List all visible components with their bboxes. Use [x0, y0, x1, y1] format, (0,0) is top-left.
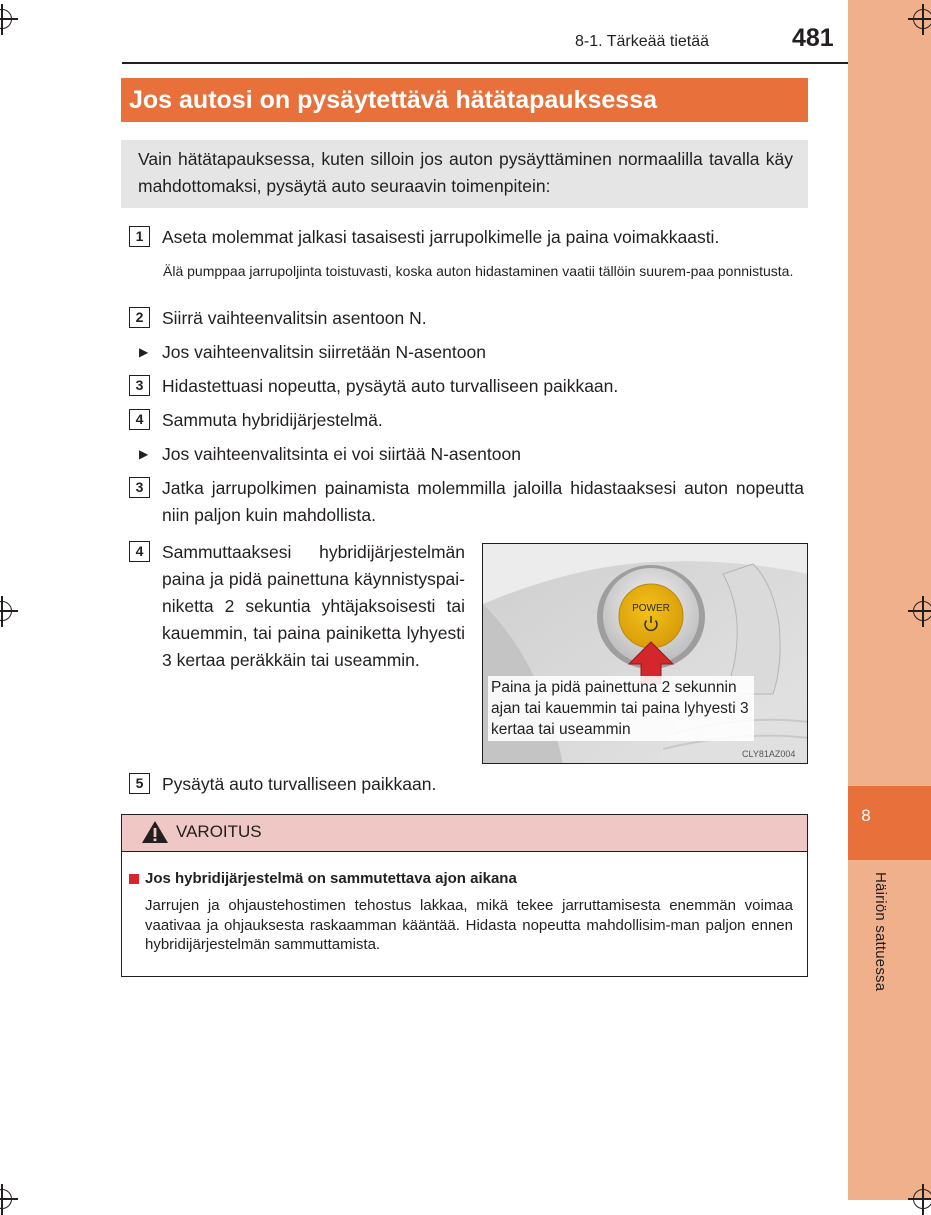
registration-mark-icon	[913, 601, 931, 621]
intro-text: Vain hätätapauksessa, kuten silloin jos auton pysäyttäminen normaalilla tavalla käy mahdottomaksi, pysäytä auto seuraavin toimenpitein:	[138, 149, 793, 196]
branch-heading: Jos vaihteenvalitsinta ei voi siirtää N-asentoon	[162, 444, 521, 464]
branch-arrow-icon: ▶	[139, 447, 149, 461]
figure-caption: Paina ja pidä painettuna 2 sekunnin ajan tai kauemmin tai paina lyhyesti 3 kertaa tai useammin	[488, 676, 754, 741]
registration-mark-icon	[0, 9, 12, 29]
warning-body: Jarrujen ja ohjaustehostimen tehostus lakkaa, mikä tekee jarruttamisesta enemmän voimaa vaativaa ja ohjauksesta raskaamman kääntää. Hidasta nopeutta mahdollisim-man paljon ennen hybridijärjestelmän sammuttamista.	[145, 897, 793, 953]
step-text: Sammuttaaksesi hybridijärjestelmän paina ja pidä painettuna käynnistyspai-niketta 2 sekuntia yhtäjaksoisesti tai kauemmin, tai paina painiketta lyhyesti 3 kertaa peräkkäin tai useammin.	[162, 542, 465, 670]
step-note: Älä pumppaa jarrupoljinta toistuvasti, koska auton hidastaminen vaatii tällöin suurem-paa ponnistusta.	[163, 263, 794, 279]
step-text: Pysäytä auto turvalliseen paikkaan.	[162, 774, 437, 794]
warning-icon	[141, 820, 169, 844]
branch-arrow-icon: ▶	[139, 345, 149, 359]
figure-code: CLY81AZ004	[742, 749, 796, 759]
step-number: 3	[129, 375, 150, 396]
registration-mark-icon	[0, 601, 12, 621]
step-number: 5	[129, 773, 150, 794]
step-text: Sammuta hybridijärjestelmä.	[162, 410, 383, 430]
registration-mark-icon	[913, 9, 931, 29]
step-text: Jatka jarrupolkimen painamista molemmilla jaloilla hidastaaksesi auton nopeutta niin paljon kuin mahdollista.	[162, 478, 804, 525]
step-text: Siirrä vaihteenvalitsin asentoon N.	[162, 308, 427, 328]
chapter-number: 8	[861, 806, 871, 825]
page-number: 481	[792, 24, 834, 52]
step-text: Hidastettuasi nopeutta, pysäytä auto turvalliseen paikkaan.	[162, 376, 619, 396]
bullet-square-icon	[129, 874, 139, 884]
registration-mark-icon	[0, 1189, 12, 1209]
intro-box	[121, 140, 808, 208]
warning-subtitle: Jos hybridijärjestelmä on sammutettava ajon aikana	[145, 870, 517, 887]
step-number: 3	[129, 477, 150, 498]
page-title: Jos autosi on pysäytettävä hätätapauksessa	[121, 78, 808, 122]
chapter-label: Häiriön sattuessa	[872, 872, 889, 992]
step-number: 4	[129, 541, 150, 562]
step-number: 2	[129, 307, 150, 328]
registration-mark-icon	[913, 1189, 931, 1209]
power-button-label: POWER	[632, 603, 670, 614]
header-rule	[122, 62, 848, 64]
step-number: 4	[129, 409, 150, 430]
warning-title: VAROITUS	[176, 822, 262, 841]
step-number: 1	[129, 226, 150, 247]
step-text: Aseta molemmat jalkasi tasaisesti jarrupolkimelle ja paina voimakkaasti.	[162, 227, 720, 247]
side-strip	[848, 0, 931, 1200]
branch-heading: Jos vaihteenvalitsin siirretään N-asentoon	[162, 342, 486, 362]
section-header: 8-1. Tärkeää tietää	[575, 33, 710, 50]
